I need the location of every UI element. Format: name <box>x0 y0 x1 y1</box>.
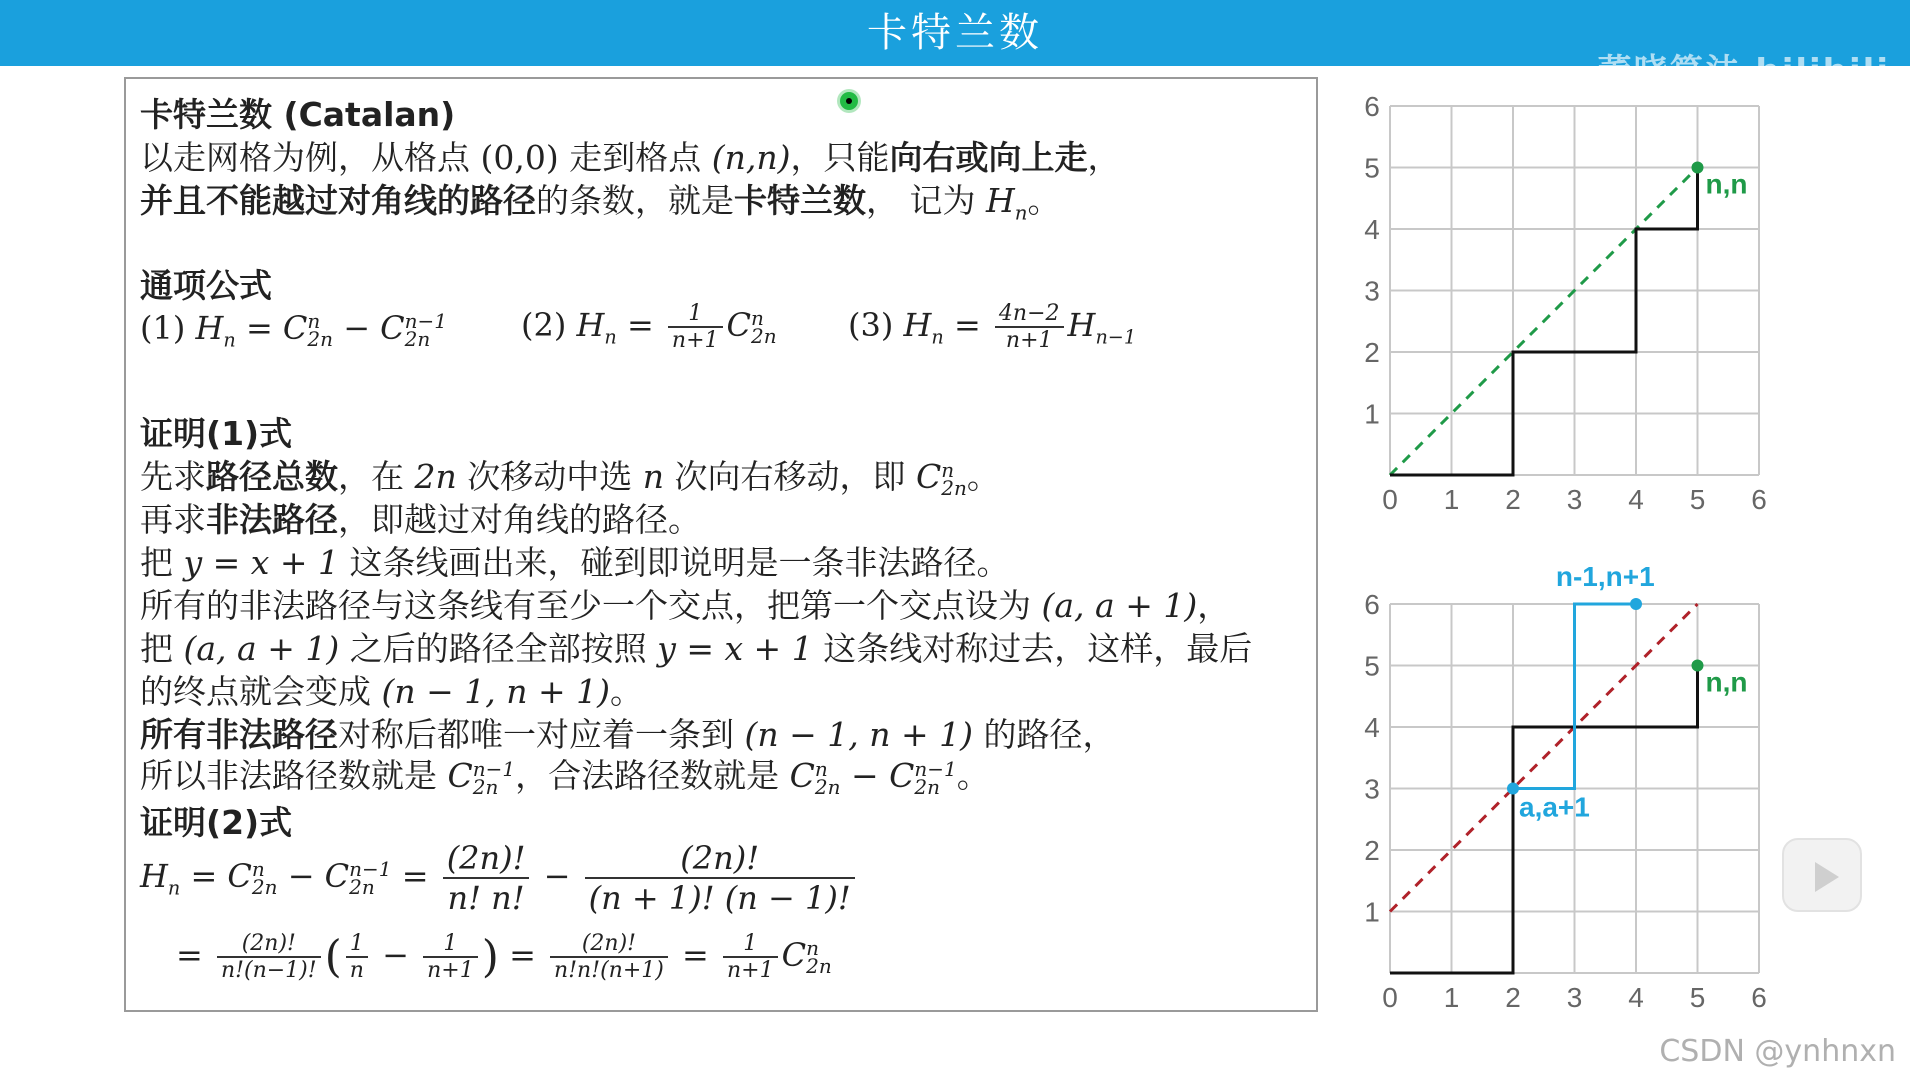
math-run: H <box>903 306 932 344</box>
math-run: (n,n) <box>711 138 791 177</box>
reflected-end-label: n-1,n+1 <box>1555 561 1655 592</box>
x-tick-label: 2 <box>1505 484 1521 515</box>
fraction: $\frac{(2n)!}{(n + 1)! (n - 1)!}$ <box>585 839 855 917</box>
reflected-path <box>1513 604 1636 789</box>
y-tick-label: 1 <box>1364 398 1380 430</box>
math-sup: n <box>307 309 321 333</box>
x-tick-label: 1 <box>1443 982 1460 1013</box>
math-sub: n <box>931 325 944 349</box>
derivation-line-2: = $\frac{(2n)!}{n!(n-1)!}$ ( $\frac{1}{n}$ − $\frac{1}{n+1}$ ) = $\frac{(2n)!}{n!n!(n+1)}$ = $\frac{1}{n+1}$ C n 2n <box>176 931 832 983</box>
fraction: $\frac{(2n)!}{n!n!(n+1)}$ <box>550 931 668 983</box>
math-run: − <box>333 309 381 347</box>
y-tick-label: 4 <box>1364 214 1380 245</box>
text-run: 的条数，就是 <box>536 181 734 220</box>
section-title: 卡特兰数 (Catalan) <box>140 95 456 134</box>
proof-line-1: 先求路径总数，在 2n 次移动中选 n 次向右移动，即 C n 2n 。 <box>140 457 1000 500</box>
x-tick-label: 1 <box>1443 484 1460 515</box>
x-tick-label: 0 <box>1382 982 1398 1013</box>
x-tick-label: 2 <box>1505 982 1521 1013</box>
play-button[interactable] <box>1782 838 1862 912</box>
text-run: ，只能 <box>790 138 890 177</box>
text-run: ， <box>1087 138 1121 177</box>
math-sub: 2n <box>404 327 431 351</box>
text-run: 走到格点 <box>558 138 712 177</box>
math-run: = <box>943 306 991 344</box>
proof-line-7: 所有非法路径对称后都唯一对应着一条到 (n − 1, n + 1) 的路径， <box>140 715 1116 754</box>
bilibili-watermark: 董晓算法 bilibili <box>1597 52 1890 92</box>
y-tick-label: 3 <box>1364 275 1380 307</box>
x-tick-label: 3 <box>1566 484 1583 515</box>
formula-3 <box>848 301 1136 353</box>
proof-line-5: 把 (a, a + 1) 之后的路径全部按照 y = x + 1 这条线对称过去，这样，最后 <box>140 629 1253 668</box>
math-run: C <box>726 306 752 344</box>
definition-line-1 <box>140 132 1120 179</box>
formula-label: (1) <box>140 309 196 347</box>
text-run: ， 记为 <box>866 181 986 220</box>
formula-label: (3) <box>848 306 904 344</box>
math-sub: 2n <box>751 324 777 348</box>
x-tick-label: 6 <box>1751 982 1767 1013</box>
crossing-point-label: a,a+1 <box>1519 791 1590 823</box>
math-run: H <box>576 306 605 344</box>
fraction: $\frac{(2n)!}{n!(n-1)!}$ <box>217 931 321 983</box>
x-tick-label: 4 <box>1628 484 1644 515</box>
csdn-watermark: CSDN @ynhnxn <box>1659 1034 1896 1069</box>
proof-line-6: 的终点就会变成 (n − 1, n + 1)。 <box>140 672 643 711</box>
end-point-dot <box>1692 660 1704 672</box>
math-run: C <box>380 309 405 347</box>
y-tick-label: 6 <box>1364 91 1380 122</box>
y-tick-label: 1 <box>1364 896 1380 928</box>
math-sub: n <box>604 325 617 349</box>
proof2-heading: 证明(2)式 <box>140 803 293 842</box>
x-tick-label: 5 <box>1689 484 1706 515</box>
x-tick-label: 0 <box>1382 484 1398 515</box>
formula-heading: 通项公式 <box>140 266 272 305</box>
end-point-label: n,n <box>1705 666 1748 698</box>
math-run: = <box>235 309 283 347</box>
crossing-point-dot <box>1507 783 1519 795</box>
math-sub: 2n <box>307 327 334 351</box>
math-sub: n <box>223 328 236 352</box>
formula-label: (2) <box>521 306 577 344</box>
proof-line-8: 所以非法路径数就是 C n−1 2n ，合法路径数就是 C n 2n − C n−1 2n 。 <box>140 756 990 799</box>
fraction: $\frac{1}{n+1}$ <box>668 301 723 353</box>
y-tick-label: 2 <box>1364 835 1380 866</box>
fraction: $\frac{(2n)!}{n! n!}$ <box>443 839 530 917</box>
proof-line-2: 再求非法路径，即越过对角线的路径。 <box>140 500 701 539</box>
end-point-dot <box>1692 162 1704 174</box>
proof-line-3: 把 y = x + 1 这条线画出来，碰到即说明是一条非法路径。 <box>140 543 1010 582</box>
x-tick-label: 5 <box>1689 982 1706 1013</box>
math-run: H <box>985 181 1015 220</box>
page-title: 卡特兰数 <box>867 10 1043 56</box>
fraction: $\frac{1}{n+1}$ <box>723 931 778 983</box>
y-tick-label: 6 <box>1364 589 1380 620</box>
text-run: 。 <box>1027 181 1061 220</box>
math-run: (0,0) <box>480 138 559 177</box>
content-panel <box>124 77 1318 1012</box>
grid-path-chart-2 <box>1340 556 1780 1016</box>
formula-2 <box>521 301 777 353</box>
reflection-line <box>1390 604 1698 912</box>
proof1-heading: 证明(1)式 <box>140 414 293 453</box>
math-run: H <box>195 309 224 347</box>
y-tick-label: 4 <box>1364 712 1380 743</box>
bold-run: 向右或向上走 <box>889 138 1088 177</box>
diagonal-line <box>1390 168 1698 476</box>
bold-run: 卡特兰数 <box>734 181 866 220</box>
math-run: C <box>282 309 308 347</box>
mouse-pointer-indicator <box>840 92 858 110</box>
y-tick-label: 3 <box>1364 773 1380 805</box>
reflected-end-dot <box>1630 598 1642 610</box>
math-run: H <box>1067 306 1096 344</box>
fraction: $\frac{1}{n+1}$ <box>423 931 478 983</box>
fraction: $\frac{4n-2}{n+1}$ <box>995 301 1064 353</box>
math-sub: n <box>1014 201 1028 225</box>
y-tick-label: 5 <box>1364 152 1380 184</box>
x-tick-label: 3 <box>1566 982 1583 1013</box>
end-point-label: n,n <box>1705 168 1748 200</box>
x-tick-label: 4 <box>1628 982 1644 1013</box>
fraction: $\frac{1}{n}$ <box>346 931 368 983</box>
definition-line-2 <box>140 175 1061 225</box>
y-tick-label: 2 <box>1364 337 1380 368</box>
math-sup: n <box>751 306 764 330</box>
math-sub: n−1 <box>1095 325 1137 349</box>
formula-1 <box>140 309 447 351</box>
y-tick-label: 5 <box>1364 650 1380 682</box>
math-run: = <box>616 306 664 344</box>
bold-run: 并且不能越过对角线的路径 <box>140 181 536 220</box>
grid-path-chart-1 <box>1340 80 1780 520</box>
derivation-line-1: $H_n = C$ n 2n − C n−1 2n = $\frac{(2n)!}{n! n!}$ − $\frac{(2n)!}{(n + 1)! (n - 1)!}$ <box>140 839 859 917</box>
proof-line-4: 所有的非法路径与这条线有至少一个交点，把第一个交点设为 (a, a + 1)， <box>140 586 1231 625</box>
x-tick-label: 6 <box>1751 484 1767 515</box>
text-run: 以走网格为例，从格点 <box>140 138 481 177</box>
math-sup: n−1 <box>404 309 448 333</box>
